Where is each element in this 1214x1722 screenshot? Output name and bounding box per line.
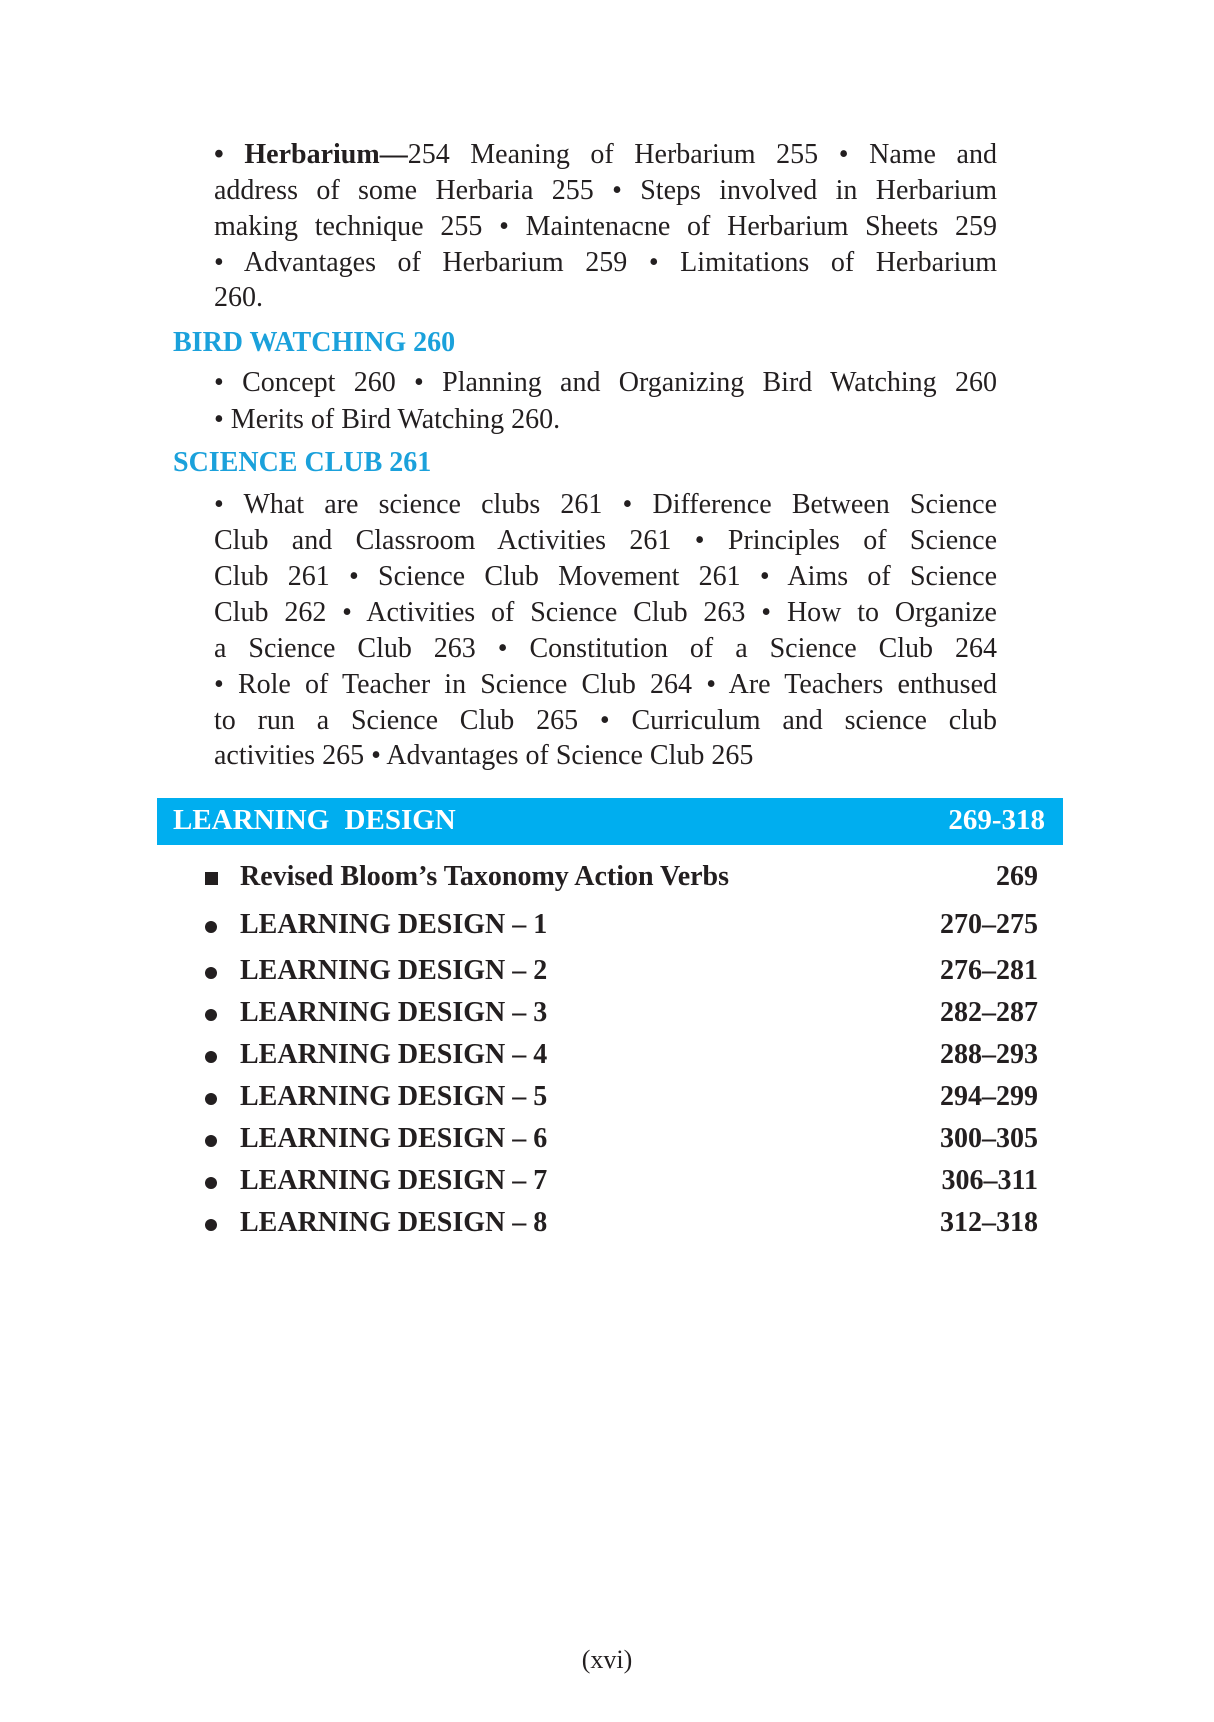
entry-pages: 306–311 (941, 1165, 1038, 1196)
science-club-heading: SCIENCE CLUB 261 (173, 447, 432, 478)
entry-label: LEARNING DESIGN – 7 (240, 1165, 548, 1196)
science-club-line: to run a Science Club 265 • Curriculum and science club (214, 705, 997, 736)
herbarium-line: • Advantages of Herbarium 259 • Limitations of Herbarium (214, 247, 997, 278)
science-club-line: a Science Club 263 • Constitution of a Science Club 264 (214, 633, 997, 664)
page-number: (xvi) (581, 1645, 633, 1674)
line-text: 254 Meaning of Herbarium 255 • Name and (407, 139, 997, 170)
entry-label: LEARNING DESIGN – 4 (240, 1039, 548, 1070)
entry-pages: 269 (996, 861, 1038, 892)
herbarium-title: • Herbarium— (214, 139, 408, 170)
bullet-icon (205, 1037, 229, 1073)
herbarium-line (214, 137, 997, 173)
entry-label: Revised Bloom’s Taxonomy Action Verbs (240, 861, 730, 892)
entry-label: LEARNING DESIGN – 2 (240, 955, 548, 986)
bullet-icon (205, 1163, 229, 1199)
science-club-line: Club 262 • Activities of Science Club 263 • How to Organize (214, 597, 997, 628)
section-title: LEARNING DESIGN (173, 804, 456, 836)
bullet-icon (205, 1205, 229, 1241)
entry-label: LEARNING DESIGN – 6 (240, 1123, 548, 1154)
section-band (157, 798, 1063, 845)
bullet-icon (205, 1079, 229, 1115)
bullet-icon (205, 995, 229, 1031)
science-club-line: Club and Classroom Activities 261 • Principles of Science (214, 525, 997, 556)
herbarium-line: making technique 255 • Maintenacne of Herbarium Sheets 259 (214, 211, 997, 242)
entry-label: LEARNING DESIGN – 5 (240, 1081, 548, 1112)
entry-label: LEARNING DESIGN – 3 (240, 997, 548, 1028)
entry-label: LEARNING DESIGN – 8 (240, 1207, 548, 1238)
herbarium-line: 260. (214, 282, 263, 313)
square-bullet-icon (205, 859, 229, 895)
science-club-line: Club 261 • Science Club Movement 261 • Aims of Science (214, 561, 997, 592)
entry-pages: 276–281 (940, 955, 1038, 986)
bullet-icon (205, 953, 229, 989)
entry-pages: 294–299 (940, 1081, 1038, 1112)
bird-watching-line: • Merits of Bird Watching 260. (214, 404, 561, 435)
entry-pages: 288–293 (940, 1039, 1038, 1070)
bird-watching-heading: BIRD WATCHING 260 (173, 327, 456, 358)
science-club-line: • What are science clubs 261 • Difference Between Science (214, 489, 997, 520)
entry-label: LEARNING DESIGN – 1 (240, 909, 548, 940)
bullet-icon (205, 907, 229, 943)
entry-pages: 270–275 (940, 909, 1038, 940)
entry-pages: 282–287 (940, 997, 1038, 1028)
entry-pages: 300–305 (940, 1123, 1038, 1154)
section-pages: 269-318 (948, 804, 1045, 836)
science-club-line: • Role of Teacher in Science Club 264 • Are Teachers enthused (214, 669, 997, 700)
herbarium-line: address of some Herbaria 255 • Steps involved in Herbarium (214, 175, 997, 206)
bullet-icon (205, 1121, 229, 1157)
bird-watching-line: • Concept 260 • Planning and Organizing Bird Watching 260 (214, 367, 997, 398)
science-club-line: activities 265 • Advantages of Science Club 265 (214, 740, 754, 771)
entry-pages: 312–318 (940, 1207, 1038, 1238)
